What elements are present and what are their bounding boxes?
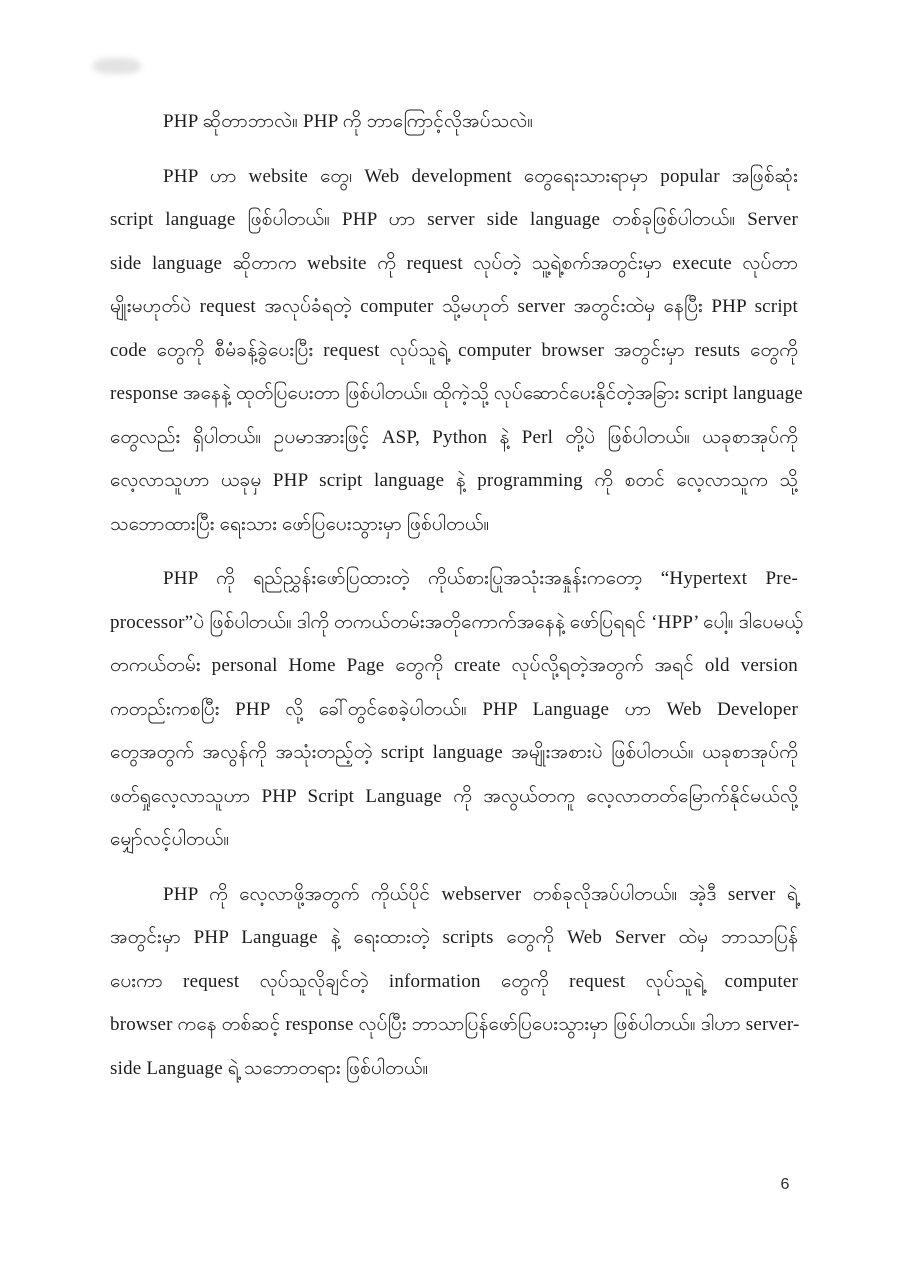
text-line: side Language ရဲ့ သဘောတရား ဖြစ်ပါတယ်။ <box>110 1057 429 1079</box>
text-line: တွေလည်း ရှိပါတယ်။ ဥပမာအားဖြင့် ASP, Python နဲ့ Perl တို့ပဲ ဖြစ်ပါတယ်။ ယခုစာအုပ်ကို <box>110 426 798 448</box>
text-line: PHP ဟာ website တွေ၊ Web development တွေရေးသားရာမှာ popular အဖြစ်ဆုံး <box>163 165 798 187</box>
text-line: မျိုးမဟုတ်ပဲ request အလုပ်ခံရတဲ့ computer သို့မဟုတ် server အတွင်းထဲမှ နေပြီး PHP script <box>110 296 798 317</box>
text-line: ကတည်းကစပြီး PHP လို့ ခေါ်တွင်စေခဲ့ပါတယ်။ PHP Language ဟာ Web Developer <box>110 698 798 720</box>
text-line: လေ့လာသူဟာ ယခုမှ PHP script language နဲ့ programming ကို စတင် လေ့လာသူက သို့ <box>110 470 798 491</box>
paragraph-php-overview <box>110 155 803 547</box>
text-line: PHP ကို ရည်ညွှန်းဖော်ပြထားတဲ့ ကိုယ်စားပြုအသုံးအနှုန်းကတော့ “Hypertext Pre- <box>163 568 798 589</box>
text-line: အတွင်းမှာ PHP Language နဲ့ ရေးထားတဲ့ scripts တွေကို Web Server ထဲမှ ဘာသာပြန် <box>110 927 798 948</box>
text-line: code တွေကို စီမံခန့်ခွဲပေးပြီး request လုပ်သူရဲ့ computer browser အတွင်းမှာ resuts တွေကို <box>110 339 798 361</box>
text-line: browser ကနေ တစ်ဆင့် response လုပ်ပြီး ဘာသာပြန်ဖော်ပြပေးသွားမှာ ဖြစ်ပါတယ်။ ဒါဟာ server- <box>110 1014 800 1035</box>
paragraph-php-name-origin <box>110 557 804 862</box>
text-line: processor”ပဲ ဖြစ်ပါတယ်။ ဒါကို တကယ်တမ်းအတိုကောက်အနေနဲ့ ဖော်ပြရရင် ‘HPP’ ပေါ့။ ဒါပေမယ့် <box>110 611 804 633</box>
text-line: တွေအတွက် အလွန်ကို အသုံးတည့်တဲ့ script language အမျိုးအစားပဲ ဖြစ်ပါတယ်။ ယခုစာအုပ်ကို <box>110 742 798 763</box>
text-line: ဖတ်ရှုလေ့လာသူဟာ PHP Script Language ကို အလွယ်တကူ လေ့လာတတ်မြောက်နိုင်မယ်လို့ <box>110 785 798 807</box>
text-line: PHP ဆိုတာဘာလဲ။ PHP ကို ဘာကြောင့်လိုအပ်သလဲ။ <box>163 111 534 132</box>
scan-artifact <box>93 58 141 74</box>
page-number: 6 <box>780 1176 790 1193</box>
text-line: သဘောထားပြီး ရေးသား ဖော်ပြပေးသွားမှာ ဖြစ်ပါတယ်။ <box>110 513 490 535</box>
text-line: မျှော်လင့်ပါတယ်။ <box>110 829 230 850</box>
text-line: side language ဆိုတာက website ကို request လုပ်တဲ့ သူ့ရဲ့စက်အတွင်းမှာ execute လုပ်တာ <box>110 252 798 274</box>
text-line: PHP ကို လေ့လာဖို့အတွက် ကိုယ်ပိုင် webserver တစ်ခုလိုအပ်ပါတယ်။ အဲ့ဒီ server ရဲ့ <box>163 883 798 905</box>
text-line: တကယ်တမ်း personal Home Page တွေကို create လုပ်လို့ရတဲ့အတွက် အရင် old version <box>110 655 798 676</box>
paragraph-intro-questions <box>110 100 798 144</box>
text-line: response အနေနဲ့ ထုတ်ပြပေးတာ ဖြစ်ပါတယ်။ ထိုကဲ့သို့ လုပ်ဆောင်ပေးနိုင်တဲ့အခြား script language <box>110 383 803 404</box>
text-line: script language ဖြစ်ပါတယ်။ PHP ဟာ server side language တစ်ခုဖြစ်ပါတယ်။ Server <box>110 209 798 230</box>
paragraph-webserver-requirement <box>110 873 798 1091</box>
text-line: ပေးကာ request လုပ်သူလိုချင်တဲ့ information တွေကို request လုပ်သူရဲ့ computer <box>110 970 798 992</box>
document-content <box>110 100 804 1101</box>
